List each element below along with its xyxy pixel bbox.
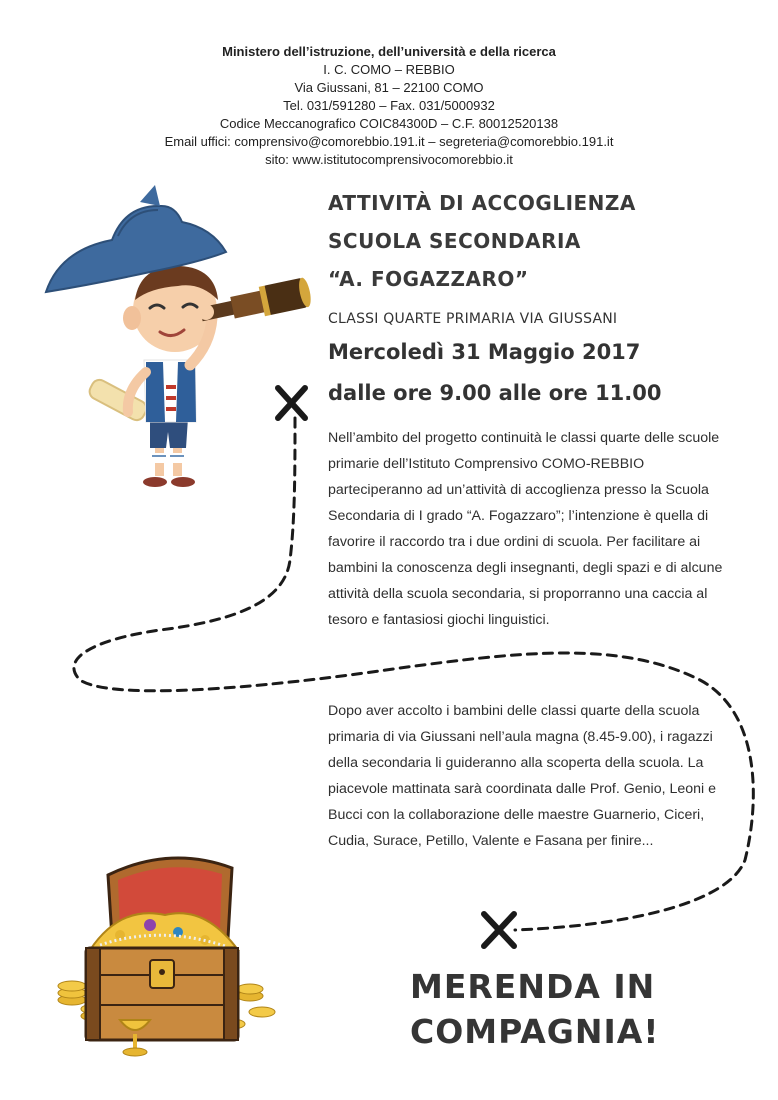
event-title [328,188,768,302]
ministry-name: Ministero dell’istruzione, dell’università e della ricerca [222,44,556,59]
email-offices: Email uffici: comprensivo@comorebbio.191.it – segreteria@comorebbio.191.it [164,134,614,149]
school-address: Via Giussani, 81 – 22100 COMO [294,80,484,95]
pirate-boy-icon [46,185,313,487]
school-codes: Codice Meccanografico COIC84300D – C.F. 80012520138 [219,116,559,131]
title-line-1: ATTIVITÀ DI ACCOGLIENZA [328,191,636,215]
classes-line: CLASSI QUARTE PRIMARIA VIA GIUSSANI [328,311,618,327]
paragraph-project: Nell’ambito del progetto continuità le classi quarte delle scuole primarie dell’Istituto Comprensivo COMO-REBBIO parteciperanno ad un’attività di accoglienza presso la Scuola Secondaria di I grado “A. Fogazzaro”; l’intenzione è quella di favorire il raccordo tra i due ordini di scuola. Per facilitare ai bambini la conoscenza degli insegnanti, degli spazi e di alcune attività della scuola secondaria, si proporranno una caccia al tesoro e fantasiosi giochi linguistici. [328,430,723,628]
event-time: dalle ore 9.00 alle ore 11.00 [328,381,662,405]
phone-fax: Tel. 031/591280 – Fax. 031/5000932 [283,98,495,113]
x-mark-end-icon [484,914,514,946]
title-line-3: “A. FOGAZZARO” [328,267,529,291]
school-name: I. C. COMO – REBBIO [323,62,455,77]
title-line-2: SCUOLA SECONDARIA [328,229,581,253]
website: sito: www.istitutocomprensivocomorebbio.it [265,152,513,167]
closing-line-2: COMPAGNIA! [410,1012,660,1051]
treasure-chest-icon [58,858,275,1056]
closing-line-1: MERENDA IN [410,967,656,1006]
letterhead [0,43,778,169]
closing-headline [410,964,770,1054]
paragraph-program: Dopo aver accolto i bambini delle classi quarte della scuola primaria di via Giussani nell’aula magna (8.45-9.00), i ragazzi della secondaria li guideranno alla scoperta della scuola. La piacevole mattinata sarà coordinata dalle Prof. Genio, Leoni e Bucci con la collaborazione delle maestre Guarnerio, Ciceri, Cudia, Surace, Petillo, Valente e Fasana per finire... [328,703,717,849]
event-date: Mercoledì 31 Maggio 2017 [328,340,641,364]
x-mark-start-icon [278,388,305,418]
